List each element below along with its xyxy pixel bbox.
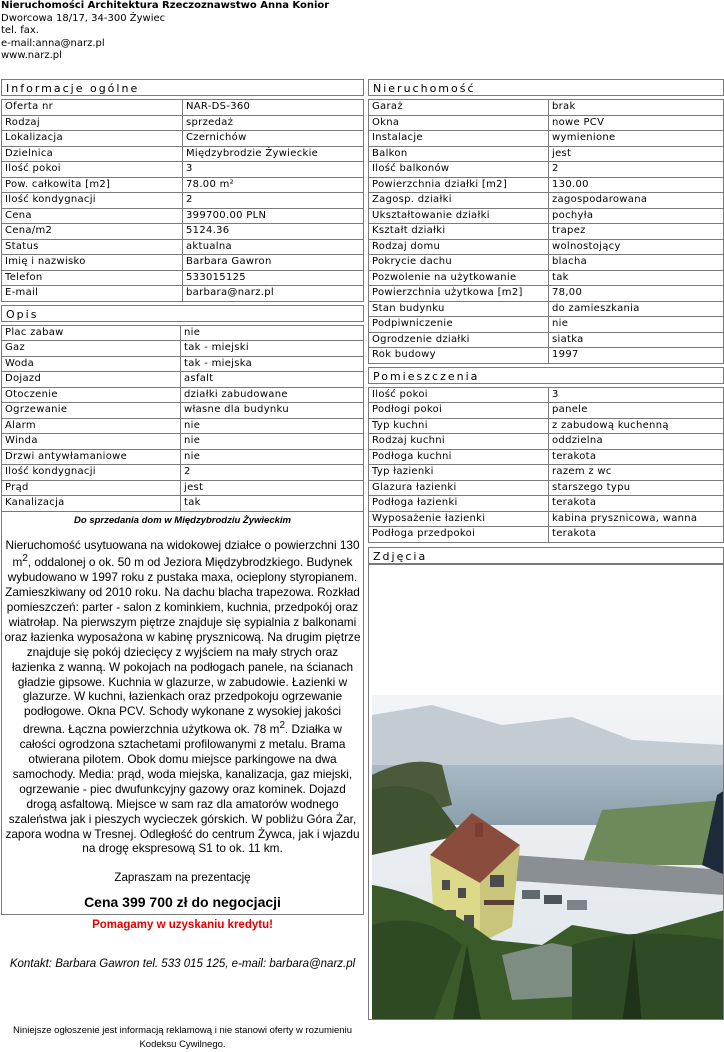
rooms-label: Typ łazienki [369,465,549,481]
general-label: Cena/m2 [2,224,183,240]
description-row [2,434,364,450]
general-row [2,100,364,116]
description-label: Plac zabaw [2,325,181,341]
agency-phone: tel. fax. [1,25,39,36]
agency-www: www.narz.pl [1,50,62,61]
property-value: 130.00 [549,177,724,193]
description-row [2,325,364,341]
description-row [2,480,364,496]
house-photo-image [372,695,723,1019]
property-value: trapez [549,224,724,240]
rooms-value: kabina prysznicowa, wanna [549,511,724,527]
rooms-row [369,434,724,450]
general-label: Oferta nr [2,100,183,116]
general-row [2,177,364,193]
description-row [2,418,364,434]
description-row [2,496,364,512]
general-label: Telefon [2,270,183,286]
general-label: Ilość kondygnacji [2,193,183,209]
general-value: Czernichów [183,131,364,147]
description-row [2,403,364,419]
description-value: nie [181,325,364,341]
contact-text: Kontakt: Barbara Gawron tel. 533 015 125, e-mail: barbara@narz.pl [9,958,356,971]
description-text [2,526,363,857]
price-text: Cena 399 700 zł do negocjacji [84,894,281,911]
property-row [369,224,724,240]
credit-text: Pomagamy w uzyskaniu kredytu! [92,919,273,932]
general-value: 533015125 [183,270,364,286]
property-value: blacha [549,255,724,271]
property-value: 78,00 [549,286,724,302]
rooms-row [369,418,724,434]
rooms-label: Wyposażenie łazienki [369,511,549,527]
rooms-value: razem z wc [549,465,724,481]
property-row [369,115,724,131]
agency-header [1,0,329,63]
property-value: wolnostojący [549,239,724,255]
description-value: własne dla budynku [181,403,364,419]
rooms-label: Ilość pokoi [369,387,549,403]
general-value: 399700.00 PLN [183,208,364,224]
description-label: Woda [2,356,181,372]
description-row [2,465,364,481]
agency-email: e-mail:anna@narz.pl [1,37,105,49]
description-text-part-2: , oddalonej o ok. 50 m od Jeziora Międzybrodzkiego. Budynek wybudowano w 1997 roku z pustaka maxa, ocieplony styropianem. Zamieszkiwany od 2010 roku. Na dachu blacha trapezowa. Rozkład pomieszczeń: parter - salon z kominkiem, kuchnia, przedpokój oraz wiatrołap. Na pierwszym piętrze znajduje się sypialnia z balkonami oraz łazienka wyposażona w kabinę prysznicową. Na drugim piętrze znajduje się pokój dziecięcy z wyjściem na mały strych oraz łazienka z wanną. W pokojach na podłogach panele, na ścianach gładzie gipsowe. Kuchnia w glazurze, w zabudowie. Łazienki w glazurze. W kuchni, łazienkach oraz przedpokoju ogrzewanie podłogowe. Okna PCV. Schody wykonane z wysokiej jakości drewna. Łączna powierzchnia użytkowa ok. 78 m [4,555,361,737]
property-value: 2 [549,162,724,178]
disclaimer-text: Niniejsze ogłoszenie jest informacją reklamową i nie stanowi oferty w rozumieniu Kodeksu Cywilnego. [13,1025,352,1051]
property-row [369,177,724,193]
property-row [369,317,724,333]
rooms-value: oddzielna [549,434,724,450]
general-value: sprzedaż [183,115,364,131]
property-row [369,162,724,178]
description-label: Alarm [2,418,181,434]
general-label: Rodzaj [2,115,183,131]
general-label: Lokalizacja [2,131,183,147]
general-value: 2 [183,193,364,209]
description-label: Gaz [2,341,181,357]
property-label: Balkon [369,146,549,162]
general-row [2,162,364,178]
property-row [369,286,724,302]
property-value: zagospodarowana [549,193,724,209]
property-label: Ogrodzenie działki [369,332,549,348]
property-row [369,208,724,224]
rooms-label: Podłoga przedpokoi [369,527,549,543]
rooms-label: Glazura łazienki [369,480,549,496]
general-value: barbara@narz.pl [183,286,364,302]
rooms-row [369,449,724,465]
general-row [2,286,364,302]
superscript-2: 2 [22,553,28,565]
description-label: Ilość kondygnacji [2,465,181,481]
property-row [369,301,724,317]
general-row [2,146,364,162]
general-value: Międzybrodzie Żywieckie [183,146,364,162]
description-label: Drzwi antywłamaniowe [2,449,181,465]
general-row [2,224,364,240]
description-value: tak - miejski [181,341,364,357]
rooms-table [368,387,724,543]
general-label: Ilość pokoi [2,162,183,178]
superscript-2: 2 [279,720,285,732]
rooms-label: Podłoga łazienki [369,496,549,512]
left-column [1,78,364,1051]
rooms-row [369,387,724,403]
property-row [369,270,724,286]
property-row [369,100,724,116]
description-label: Kanalizacja [2,496,181,512]
description-text-part-1: Nieruchomość usytuowana na widokowej działce o powierzchni 130 m [5,537,360,570]
general-row [2,270,364,286]
property-label: Stan budynku [369,301,549,317]
description-headline: Do sprzedania dom w Międzybrodziu Żywieckim [74,514,291,526]
description-text-part-3: . Działka w całości ogrodzona sztachetami profilowanymi z metalu. Brama otwierana pilotem. Obok domu miejsce parkingowe na dwa samochody. Media: prąd, woda miejska, kanalizacja, gaz miejski, ogrzewanie - piec dwufunkcyjny gazowy oraz kominek. Dojazd drogą asfaltową. Miejsce w sam raz dla amatorów wodnego szaleństwa jak i pieszych wycieczek górskich. W pobliżu Góra Żar, zapora wodna w Tresnej. Odległość do centrum Żywca, jak i wjazdu na drogę ekspresową S1 to ok. 11 km. [5,722,360,856]
rooms-label: Typ kuchni [369,418,549,434]
property-label: Kształt działki [369,224,549,240]
property-row [369,239,724,255]
property-label: Rodzaj domu [369,239,549,255]
rooms-value: 3 [549,387,724,403]
general-value: aktualna [183,239,364,255]
description-value: jest [181,480,364,496]
agency-address: Dworcowa 18/17, 34-300 Żywiec [1,12,166,24]
general-table [1,99,364,302]
property-label: Podpiwniczenie [369,317,549,333]
property-value: do zamieszkania [549,301,724,317]
description-section-title: Opis [1,305,364,322]
property-table [368,99,724,364]
description-value: tak [181,496,364,512]
rooms-label: Rodzaj kuchni [369,434,549,450]
general-label: E-mail [2,286,183,302]
property-section-title: Nieruchomość [368,79,724,96]
property-label: Ukształtowanie działki [369,208,549,224]
photos-section-title: Zdjęcia [368,547,724,564]
description-value: nie [181,449,364,465]
description-row [2,356,364,372]
property-value: nie [549,317,724,333]
property-row [369,146,724,162]
house-photo[interactable] [372,695,723,1019]
property-value: siatka [549,332,724,348]
property-label: Instalacje [369,131,549,147]
general-value: NAR-DS-360 [183,100,364,116]
property-label: Okna [369,115,549,131]
invitation-text: Zapraszam na prezentację [114,872,251,885]
general-label: Imię i nazwisko [2,255,183,271]
general-value: 78.00 m² [183,177,364,193]
rooms-value: terakota [549,496,724,512]
right-column [368,78,724,1020]
property-value: tak [549,270,724,286]
property-value: pochyła [549,208,724,224]
general-row [2,208,364,224]
property-label: Powierzchnia użytkowa [m2] [369,286,549,302]
property-value: 1997 [549,348,724,364]
property-label: Garaż [369,100,549,116]
general-label: Pow. całkowita [m2] [2,177,183,193]
description-value: nie [181,418,364,434]
rooms-section-title: Pomieszczenia [368,367,724,384]
rooms-value: starszego typu [549,480,724,496]
general-label: Status [2,239,183,255]
property-value: nowe PCV [549,115,724,131]
photos-box [368,564,724,1020]
property-value: brak [549,100,724,116]
general-label: Dzielnica [2,146,183,162]
general-row [2,131,364,147]
rooms-row [369,480,724,496]
rooms-row [369,465,724,481]
description-row [2,387,364,403]
property-label: Pozwolenie na użytkowanie [369,270,549,286]
general-section-title: Informacje ogólne [1,79,364,96]
description-label: Prąd [2,480,181,496]
property-label: Rok budowy [369,348,549,364]
general-value: 3 [183,162,364,178]
general-row [2,193,364,209]
description-label: Dojazd [2,372,181,388]
description-row [2,341,364,357]
rooms-value: terakota [549,449,724,465]
property-label: Powierzchnia działki [m2] [369,177,549,193]
rooms-label: Podłoga kuchni [369,449,549,465]
description-label: Otoczenie [2,387,181,403]
property-label: Ilość balkonów [369,162,549,178]
property-row [369,131,724,147]
general-label: Cena [2,208,183,224]
description-value: nie [181,434,364,450]
property-row [369,255,724,271]
property-row [369,348,724,364]
description-label: Winda [2,434,181,450]
general-row [2,255,364,271]
property-row [369,193,724,209]
rooms-row [369,527,724,543]
property-label: Pokrycie dachu [369,255,549,271]
rooms-value: panele [549,403,724,419]
property-value: wymienione [549,131,724,147]
description-table [1,325,364,512]
rooms-row [369,403,724,419]
property-row [369,332,724,348]
description-value: działki zabudowane [181,387,364,403]
general-row [2,239,364,255]
property-value: jest [549,146,724,162]
rooms-row [369,496,724,512]
rooms-value: z zabudową kuchenną [549,418,724,434]
general-value: 5124.36 [183,224,364,240]
general-row [2,115,364,131]
rooms-label: Podłogi pokoi [369,403,549,419]
description-value: asfalt [181,372,364,388]
description-value: tak - miejska [181,356,364,372]
agency-name: Nieruchomości Architektura Rzeczoznawstwo Anna Konior [1,0,330,11]
description-label: Ogrzewanie [2,403,181,419]
description-box [1,512,364,1051]
general-value: Barbara Gawron [183,255,364,271]
description-row [2,449,364,465]
property-label: Zagosp. działki [369,193,549,209]
rooms-row [369,511,724,527]
rooms-value: terakota [549,527,724,543]
description-row [2,372,364,388]
description-value: 2 [181,465,364,481]
